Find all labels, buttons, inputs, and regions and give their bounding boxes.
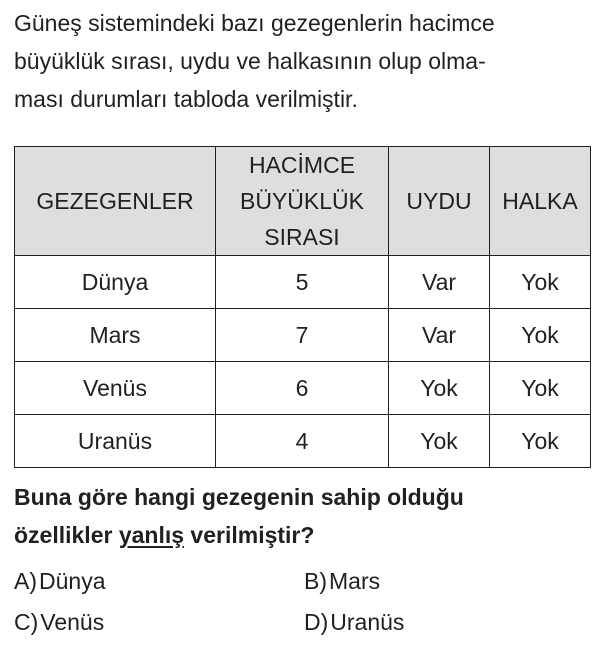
table-row: [15, 309, 591, 362]
table-row: [15, 362, 591, 415]
question-keyword-wrong: yanlış: [118, 522, 185, 548]
option-d[interactable]: [304, 607, 404, 637]
header-volume-rank-line-1: HACİMCE: [248, 152, 356, 178]
cell-moon: Yok: [389, 415, 490, 468]
planets-table: [14, 146, 591, 468]
option-b[interactable]: [304, 566, 380, 596]
cell-planet: Dünya: [15, 256, 216, 309]
cell-ring: Yok: [490, 415, 591, 468]
option-a-letter: A): [14, 568, 37, 594]
question-line-1: Buna göre hangi gezegenin sahip olduğu: [14, 484, 464, 510]
header-planets: GEZEGENLER: [15, 147, 216, 256]
intro-line-1: Güneş sistemindeki bazı gezegenlerin hacimce: [14, 10, 495, 36]
cell-ring: Yok: [490, 256, 591, 309]
table-header-row: [15, 147, 591, 256]
option-c[interactable]: [14, 607, 104, 637]
cell-size: 5: [216, 256, 389, 309]
cell-planet: Uranüs: [15, 415, 216, 468]
cell-moon: Yok: [389, 362, 490, 415]
option-c-letter: C): [14, 609, 39, 635]
header-volume-rank-line-3: SIRASI: [264, 224, 340, 250]
header-moon: UYDU: [389, 147, 490, 256]
option-d-text: Uranüs: [330, 609, 405, 635]
question-stem: [14, 478, 464, 554]
cell-ring: Yok: [490, 362, 591, 415]
cell-size: 7: [216, 309, 389, 362]
intro-line-2: büyüklük sırası, uydu ve halkasının olup olma-: [14, 48, 486, 74]
table-row: [15, 415, 591, 468]
option-b-text: Mars: [329, 568, 381, 594]
cell-size: 4: [216, 415, 389, 468]
question-line-2: [14, 516, 464, 554]
header-ring: HALKA: [490, 147, 591, 256]
cell-size: 6: [216, 362, 389, 415]
question-line-2-end: verilmiştir?: [184, 522, 315, 548]
header-volume-rank: [216, 147, 389, 256]
cell-ring: Yok: [490, 309, 591, 362]
cell-moon: Var: [389, 309, 490, 362]
option-c-text: Venüs: [40, 609, 105, 635]
option-a[interactable]: [14, 566, 105, 596]
cell-planet: Mars: [15, 309, 216, 362]
header-volume-rank-line-2: BÜYÜKLÜK: [240, 188, 364, 214]
cell-planet: Venüs: [15, 362, 216, 415]
question-intro: [14, 4, 604, 118]
intro-line-3: ması durumları tabloda verilmiştir.: [14, 86, 358, 112]
option-a-text: Dünya: [39, 568, 106, 594]
option-d-letter: D): [304, 609, 329, 635]
question-line-2-start: özellikler: [14, 522, 119, 548]
option-b-letter: B): [304, 568, 327, 594]
cell-moon: Var: [389, 256, 490, 309]
table-row: [15, 256, 591, 309]
